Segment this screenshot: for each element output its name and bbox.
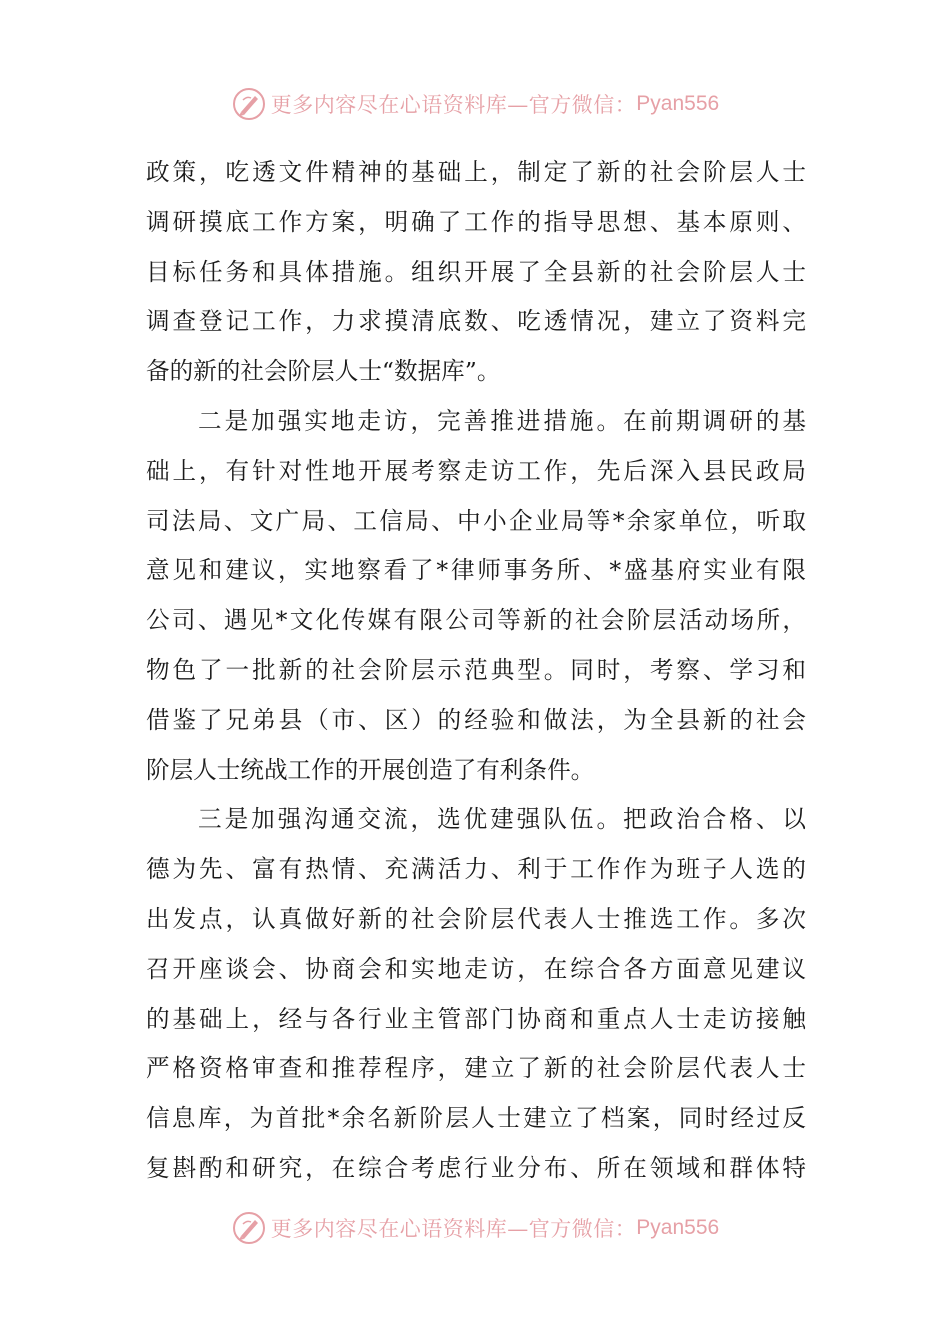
- footer-banner-text: 更多内容尽在心语资料库—官方微信：: [270, 1217, 637, 1241]
- body-line: 借鉴了兄弟县（市、区）的经验和做法，为全县新的社会: [146, 705, 806, 734]
- body-line: 司法局、文广局、工信局、中小企业局等*余家单位，听取: [146, 506, 806, 535]
- body-line: 阶层人士统战工作的开展创造了有利条件。: [146, 755, 595, 784]
- body-line: 政策，吃透文件精神的基础上，制定了新的社会阶层人士: [146, 158, 806, 186]
- header-banner-code: Pyan556: [636, 92, 720, 115]
- body-line: 础上，有针对性地开展考察走访工作，先后深入县民政局: [146, 456, 806, 485]
- document-body: [146, 148, 806, 1194]
- body-line: 的基础上，经与各行业主管部门协商和重点人士走访接触: [146, 1004, 806, 1033]
- header-banner-text: 更多内容尽在心语资料库—官方微信：: [270, 93, 637, 117]
- pen-logo-icon: [231, 86, 267, 122]
- body-line: 三是加强沟通交流，选优建强队伍。把政治合格、以: [198, 805, 806, 834]
- body-line: 德为先、富有热情、充满活力、利于工作作为班子人选的: [146, 855, 806, 884]
- body-line: 召开座谈会、协商会和实地走访，在综合各方面意见建议: [146, 954, 806, 983]
- body-line: 目标任务和具体措施。组织开展了全县新的社会阶层人士: [146, 257, 806, 286]
- body-line: 信息库，为首批*余名新阶层人士建立了档案，同时经过反: [146, 1104, 806, 1133]
- footer-watermark-banner: [0, 1208, 950, 1248]
- header-watermark-banner: [0, 84, 950, 124]
- body-line: 复斟酌和研究，在综合考虑行业分布、所在领域和群体特: [146, 1153, 806, 1182]
- body-line: 严格资格审查和推荐程序，建立了新的社会阶层代表人士: [146, 1054, 806, 1083]
- body-line: 调查登记工作，力求摸清底数、吃透情况，建立了资料完: [146, 307, 806, 336]
- body-line: 物色了一批新的社会阶层示范典型。同时，考察、学习和: [146, 655, 806, 684]
- footer-banner-code: Pyan556: [636, 1216, 720, 1239]
- body-line: 公司、遇见*文化传媒有限公司等新的社会阶层活动场所，: [146, 606, 806, 635]
- pen-logo-icon: [231, 1210, 267, 1246]
- body-line: 意见和建议，实地察看了*律师事务所、*盛基府实业有限: [146, 556, 806, 585]
- body-line: 备的新的社会阶层人士“数据库”。: [146, 357, 501, 386]
- body-line: 调研摸底工作方案，明确了工作的指导思想、基本原则、: [146, 207, 806, 236]
- body-line: 出发点，认真做好新的社会阶层代表人士推选工作。多次: [146, 904, 806, 933]
- body-line: 二是加强实地走访，完善推进措施。在前期调研的基: [198, 406, 806, 435]
